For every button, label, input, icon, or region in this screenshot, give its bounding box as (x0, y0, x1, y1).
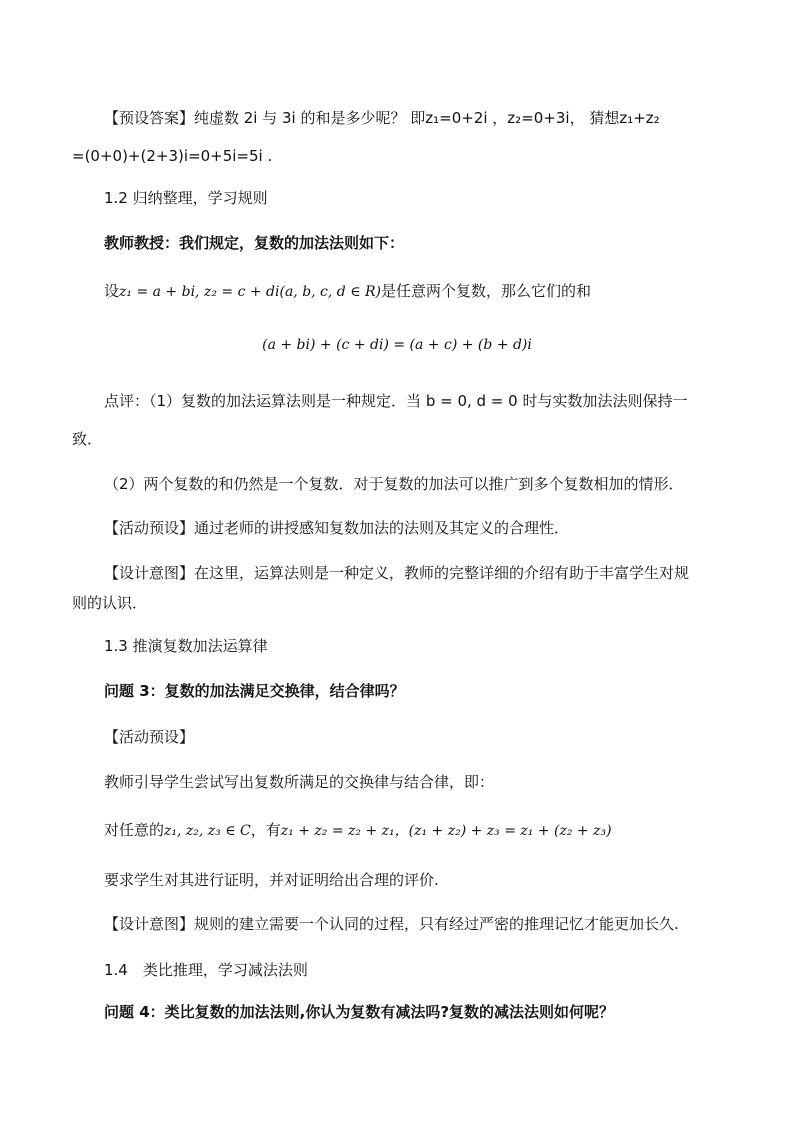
definition-math: z₁ = a + bi, z₂ = c + di(a, b, c, d ∈ R) (119, 284, 382, 300)
teacher-teaching: 教师教授：我们规定，复数的加法法则如下： (104, 234, 405, 252)
activity-preset-1: 【活动预设】通过老师的讲授感知复数加法的法则及其定义的合理性． (104, 519, 570, 537)
design-intent-1-cont: 则的认识． (72, 594, 148, 612)
section-heading-1-3: 1.3 推演复数加法运算律 (104, 637, 268, 655)
prove-request: 要求学生对其进行证明，并对证明给出合理的评价. (104, 871, 439, 889)
laws-prefix: 对任意的 (104, 821, 165, 839)
definition-suffix: 是任意两个复数，那么它们的和 (381, 282, 592, 300)
definition-prefix: 设 (104, 282, 120, 300)
section-heading-1-2: 1.2 归纳整理，学习规则 (104, 189, 268, 207)
laws-set-math: z₁, z₂, z₃ ∈ C (164, 823, 251, 839)
addition-formula: (a + bi) + (c + di) = (a + c) + (b + d)i (262, 337, 532, 353)
laws-mid: ，有 (250, 821, 281, 839)
laws-formula-math: z₁ + z₂ = z₂ + z₁，(z₁ + z₂) + z₃ = z₁ + (z₂ + z₃) (280, 823, 612, 839)
question-4: 问题 4：类比复数的加法法则,你认为复数有减法吗?复数的减法法则如何呢？ (104, 1003, 615, 1021)
laws-line (104, 820, 612, 841)
comment-1-cont: 致． (72, 430, 103, 448)
definition-line (104, 281, 591, 302)
preset-answer-cont: =(0+0)+(2+3)i=0+5i=5i . (72, 147, 273, 165)
section-heading-1-4: 1.4 类比推理，学习减法法则 (104, 961, 308, 979)
question-3: 问题 3：复数的加法满足交换律，结合律吗？ (104, 682, 405, 700)
design-intent-2: 【设计意图】规则的建立需要一个认同的过程，只有经过严密的推理记忆才能更加长久. (104, 915, 679, 933)
design-intent-1: 【设计意图】在这里，运算法则是一种定义，教师的完整详细的介绍有助于丰富学生对规 (104, 564, 690, 582)
comment-1: 点评：（1）复数的加法运算法则是一种规定．当 b = 0, d = 0 时与实数加法法则保持一 (104, 392, 688, 410)
comment-2: （2）两个复数的和仍然是一个复数．对于复数的加法可以推广到多个复数相加的情形． (104, 475, 684, 493)
preset-answer-line: 【预设答案】纯虚数 2i 与 3i 的和是多少呢？ 即z₁=0+2i ，z₂=0+3i， 猜想z₁+z₂ (104, 109, 660, 127)
teacher-guide: 教师引导学生尝试写出复数所满足的交换律与结合律，即： (104, 773, 495, 791)
activity-preset-2: 【活动预设】 (104, 728, 195, 746)
